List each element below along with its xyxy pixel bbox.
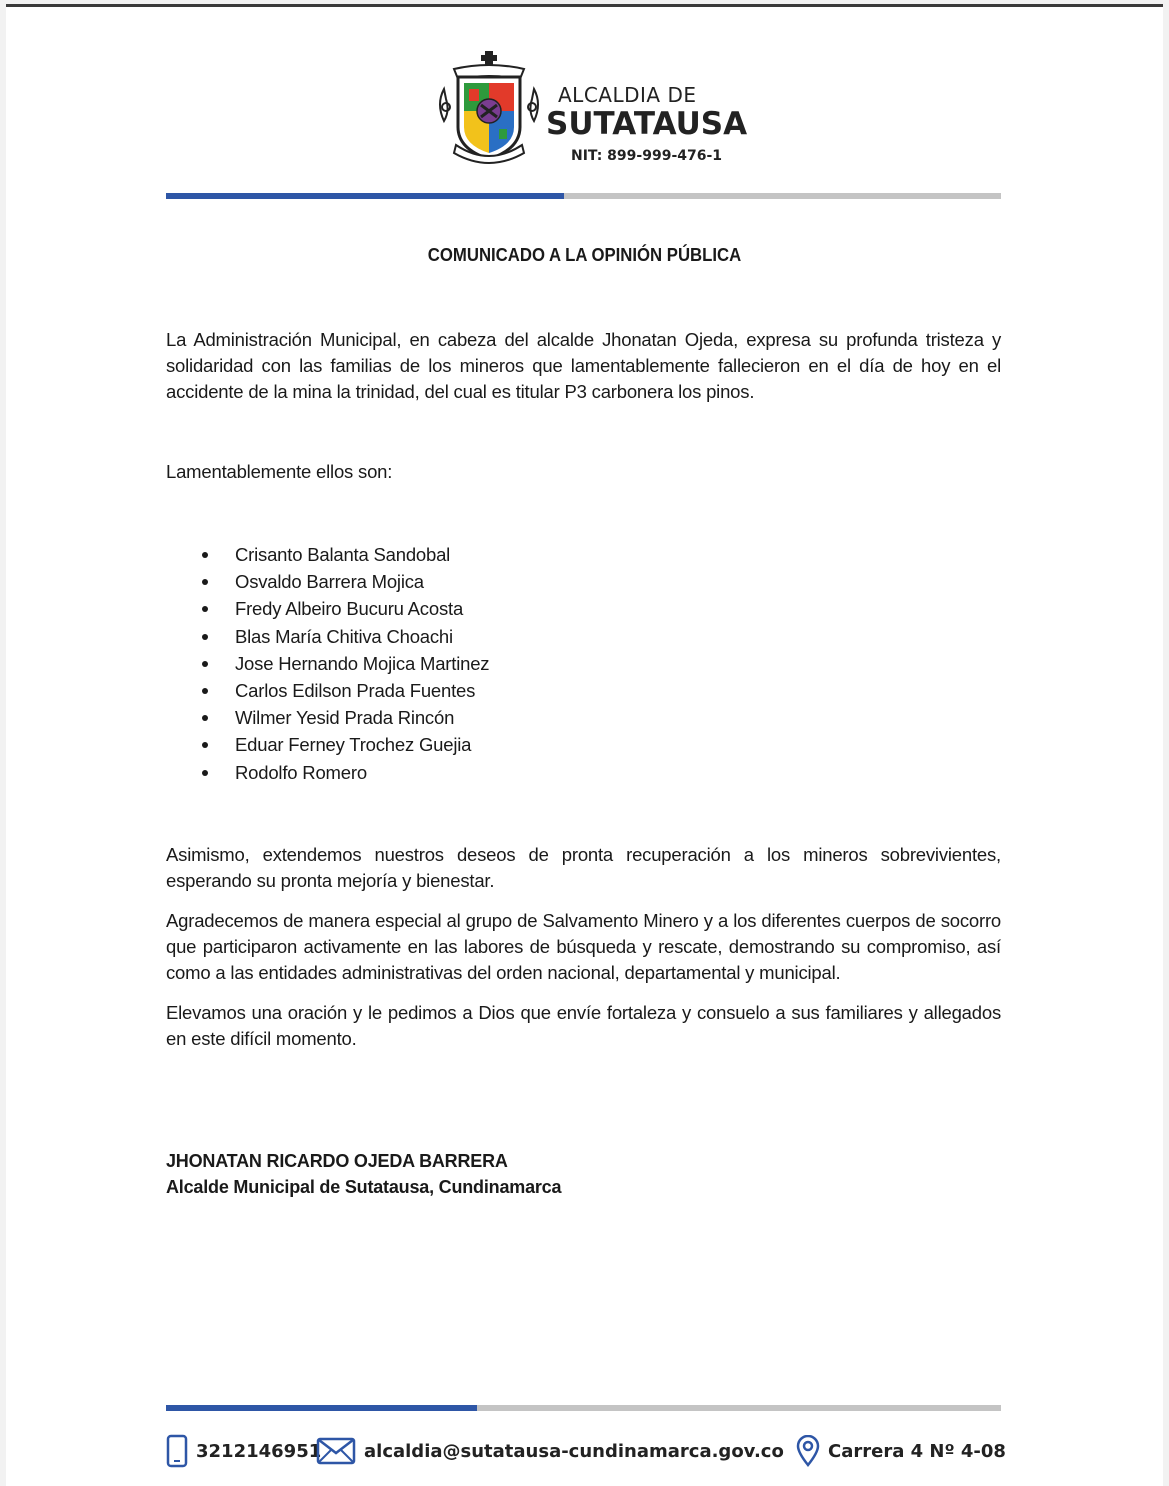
envelope-icon [316,1437,356,1465]
phone-icon [166,1434,188,1468]
victim-name: Carlos Edilson Prada Fuentes [235,679,476,701]
bullet-icon [202,688,208,694]
victim-name: Crisanto Balanta Sandobal [235,544,451,565]
coat-of-arms-logo [436,49,542,165]
list-item [202,650,489,677]
list-item [202,677,489,704]
contact-footer [166,1431,1006,1471]
signer-role: Alcalde Municipal de Sutatausa, Cundinamarca [166,1177,562,1197]
header-divider [166,193,1001,199]
victim-name: Osvaldo Barrera Mojica [235,571,424,593]
paragraph-thanks: Agradecemos de manera especial al grupo de Salvamento Minero y a los diferentes cuerpos de socorro que participaron activamente en las labores de búsqueda y rescate, demostrando su compromiso, así como a las entidades administrativas del orden nacional, departamental y municipal. [166,910,1001,983]
footer-divider [166,1405,1001,1411]
paragraph-intro: Lamentablemente ellos son: [166,461,393,482]
list-item [202,704,489,731]
paragraph-condolence: La Administración Municipal, en cabeza del alcalde Jhonatan Ojeda, expresa su profunda tristeza y solidaridad con las familias de los mineros que lamentablemente fallecieron en el día de hoy en el accidente de la mina la trinidad, del cual es titular P3 carbonera los pinos. [166,329,1001,402]
victim-name: Eduar Ferney Trochez Guejia [235,734,472,756]
brand-name [546,83,747,141]
bullet-icon [202,579,208,585]
list-item [202,731,489,758]
victim-name: Blas María Chitiva Choachi [235,625,453,647]
brand-line1: ALCALDIA DE [558,83,697,107]
bullet-icon [202,661,208,667]
victim-name: Fredy Albeiro Bucuru Acosta [235,598,464,620]
bullet-icon [202,770,208,776]
victim-name: Jose Hernando Mojica Martinez [235,652,490,674]
document-page [6,4,1163,1486]
victim-name: Rodolfo Romero [235,761,367,783]
signer-name: JHONATAN RICARDO OJEDA BARRERA [166,1151,508,1171]
bullet-icon [202,715,208,721]
bullet-icon [202,606,208,612]
phone-number: 3212146951 [196,1440,322,1462]
list-item [202,541,489,568]
footer-email [316,1431,784,1471]
victims-list [202,541,489,786]
paragraph-survivors: Asimismo, extendemos nuestros deseos de pronta recuperación a los mineros sobrevivientes, esperando su pronta mejoría y bienestar. [166,844,1001,891]
list-item [202,595,489,622]
list-item [202,623,489,650]
victim-name: Wilmer Yesid Prada Rincón [235,707,455,729]
bullet-icon [202,742,208,748]
street-address: Carrera 4 Nº 4-08 [828,1440,1006,1462]
footer-address [796,1431,1006,1471]
nit-number: NIT: 899-999-476-1 [571,148,723,164]
email-address[interactable]: alcaldia@sutatausa-cundinamarca.gov.co [364,1440,784,1462]
location-pin-icon [796,1435,820,1467]
document-title: COMUNICADO A LA OPINIÓN PÚBLICA [427,245,742,265]
paragraph-prayer: Elevamos una oración y le pedimos a Dios que envíe fortaleza y consuelo a sus familiares y allegados en este difícil momento. [166,1002,1001,1049]
list-item [202,568,489,595]
bullet-icon [202,634,208,640]
letterhead [436,49,756,169]
signature-block [166,1148,561,1200]
footer-phone [166,1431,321,1471]
list-item [202,759,489,786]
brand-line2: SUTATAUSA [546,106,748,142]
bullet-icon [202,552,208,558]
